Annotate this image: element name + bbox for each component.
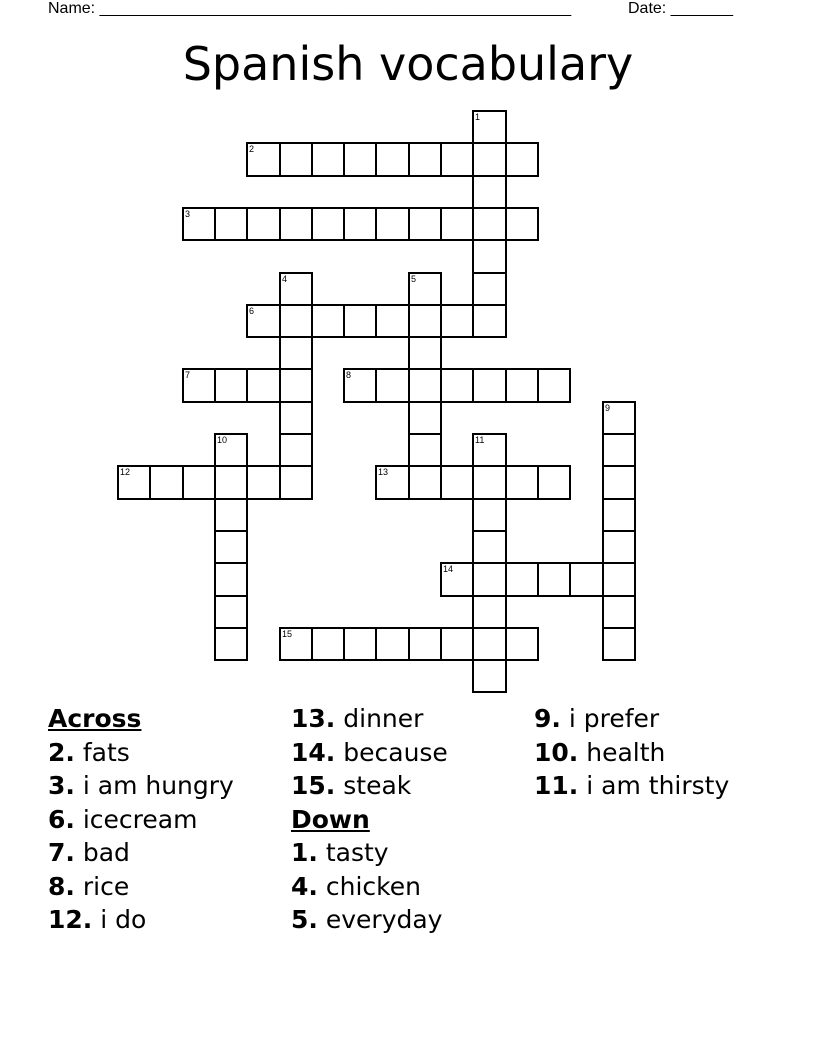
clue-text: i prefer xyxy=(568,704,660,733)
cell-number: 1 xyxy=(475,112,481,122)
grid-cell[interactable] xyxy=(246,207,281,241)
grid-cell[interactable] xyxy=(472,595,507,629)
clue-number: 5. xyxy=(291,905,318,934)
grid-cell[interactable] xyxy=(279,336,313,370)
clue-across xyxy=(291,702,448,736)
clue-number: 15. xyxy=(291,771,336,800)
cell-number: 10 xyxy=(217,435,228,445)
grid-cell[interactable] xyxy=(472,272,507,306)
clue-text: dinner xyxy=(343,704,424,733)
grid-cell[interactable] xyxy=(602,433,636,467)
grid-cell[interactable] xyxy=(246,304,281,338)
grid-cell[interactable] xyxy=(279,142,313,177)
clue-text: i am thirsty xyxy=(586,771,730,800)
clue-text: bad xyxy=(82,838,130,867)
grid-cell[interactable] xyxy=(279,465,313,500)
grid-cell[interactable] xyxy=(279,433,313,467)
grid-cell[interactable] xyxy=(602,530,636,564)
grid-cell[interactable] xyxy=(505,562,539,597)
grid-cell[interactable] xyxy=(182,465,216,500)
grid-cell[interactable] xyxy=(214,562,248,597)
grid-cell[interactable] xyxy=(214,433,248,467)
grid-cell[interactable] xyxy=(343,207,377,241)
clue-column-2 xyxy=(291,702,448,937)
grid-cell[interactable] xyxy=(149,465,184,500)
grid-cell[interactable] xyxy=(343,368,377,403)
grid-cell[interactable] xyxy=(440,207,474,241)
cell-number: 2 xyxy=(249,144,255,154)
grid-cell[interactable] xyxy=(472,562,507,597)
clue-text: tasty xyxy=(325,838,389,867)
grid-cell[interactable] xyxy=(472,110,507,144)
grid-cell[interactable] xyxy=(343,142,377,177)
grid-cell[interactable] xyxy=(505,465,539,500)
grid-cell[interactable] xyxy=(214,498,248,532)
clue-column-1 xyxy=(48,702,234,937)
grid-cell[interactable] xyxy=(408,336,442,370)
grid-cell[interactable] xyxy=(279,401,313,435)
grid-cell[interactable] xyxy=(311,304,345,338)
name-field-label: Name: _____________________________________________________ xyxy=(48,0,572,17)
clue-number: 11. xyxy=(534,771,579,800)
grid-cell[interactable] xyxy=(472,433,507,467)
grid-cell[interactable] xyxy=(440,368,474,403)
grid-cell[interactable] xyxy=(182,207,216,241)
clue-number: 3. xyxy=(48,771,75,800)
clue-across xyxy=(48,803,234,837)
clue-number: 12. xyxy=(48,905,93,934)
clue-text: health xyxy=(586,737,666,767)
cell-number: 3 xyxy=(185,209,191,219)
cell-number: 4 xyxy=(282,274,288,284)
grid-cell[interactable] xyxy=(408,207,442,241)
grid-cell[interactable] xyxy=(375,304,410,338)
clue-number: 2. xyxy=(48,737,75,767)
grid-cell[interactable] xyxy=(246,368,281,403)
cell-number: 14 xyxy=(443,564,454,574)
clue-down xyxy=(291,836,448,870)
grid-cell[interactable] xyxy=(279,207,313,241)
clue-number: 6. xyxy=(48,804,75,834)
grid-cell[interactable] xyxy=(375,368,410,403)
clue-column-3 xyxy=(534,702,729,803)
clue-text: chicken xyxy=(325,871,421,901)
clue-text: rice xyxy=(82,871,130,901)
grid-cell[interactable] xyxy=(214,595,248,629)
grid-cell[interactable] xyxy=(311,207,345,241)
grid-cell[interactable] xyxy=(440,562,474,597)
cell-number: 5 xyxy=(411,274,417,284)
cell-number: 8 xyxy=(346,370,352,380)
grid-cell[interactable] xyxy=(472,207,507,241)
clue-number: 7. xyxy=(48,838,75,867)
grid-cell[interactable] xyxy=(472,368,507,403)
clue-text: fats xyxy=(82,737,130,767)
grid-cell[interactable] xyxy=(472,142,507,177)
clue-down xyxy=(534,702,729,736)
grid-cell[interactable] xyxy=(440,304,474,338)
grid-cell[interactable] xyxy=(375,465,410,500)
grid-cell[interactable] xyxy=(375,627,410,661)
grid-cell[interactable] xyxy=(537,368,571,403)
grid-cell[interactable] xyxy=(214,627,248,661)
grid-cell[interactable] xyxy=(182,368,216,403)
cell-number: 11 xyxy=(475,435,485,445)
clue-number: 4. xyxy=(291,871,318,901)
grid-cell[interactable] xyxy=(472,239,507,274)
grid-cell[interactable] xyxy=(408,465,442,500)
cell-number: 13 xyxy=(378,467,389,477)
grid-cell[interactable] xyxy=(375,207,410,241)
clue-down xyxy=(291,870,448,904)
page-title: Spanish vocabulary xyxy=(182,37,634,91)
grid-cell[interactable] xyxy=(472,498,507,532)
grid-cell[interactable] xyxy=(279,304,313,338)
grid-cell[interactable] xyxy=(279,368,313,403)
clue-across xyxy=(48,903,234,937)
clue-down xyxy=(534,736,729,770)
grid-cell[interactable] xyxy=(246,142,281,177)
grid-cell[interactable] xyxy=(440,465,474,500)
clue-across xyxy=(48,870,234,904)
grid-cell[interactable] xyxy=(472,304,507,338)
clue-text: i am hungry xyxy=(82,771,234,800)
cell-number: 9 xyxy=(605,403,611,413)
clue-across xyxy=(291,736,448,770)
grid-cell[interactable] xyxy=(505,368,539,403)
clue-text: i do xyxy=(100,905,147,934)
clue-text: because xyxy=(343,737,448,767)
cell-number: 15 xyxy=(282,629,293,639)
grid-cell[interactable] xyxy=(602,465,636,500)
grid-cell[interactable] xyxy=(602,498,636,532)
grid-cell[interactable] xyxy=(408,401,442,435)
clue-down xyxy=(291,903,448,937)
grid-cell[interactable] xyxy=(505,142,539,177)
cell-number: 7 xyxy=(185,370,191,380)
grid-cell[interactable] xyxy=(214,368,248,403)
grid-cell[interactable] xyxy=(472,175,507,209)
grid-cell[interactable] xyxy=(343,304,377,338)
grid-cell[interactable] xyxy=(117,465,151,500)
grid-cell[interactable] xyxy=(408,433,442,467)
clue-text: steak xyxy=(343,771,412,800)
cell-number: 6 xyxy=(249,306,255,316)
grid-cell[interactable] xyxy=(569,562,604,597)
grid-cell[interactable] xyxy=(311,142,345,177)
grid-cell[interactable] xyxy=(214,465,248,500)
clue-number: 14. xyxy=(291,737,336,767)
grid-cell[interactable] xyxy=(279,272,313,306)
date-field-label: Date: _______ xyxy=(628,0,733,17)
clue-across xyxy=(48,769,234,803)
grid-cell[interactable] xyxy=(343,627,377,661)
grid-cell[interactable] xyxy=(537,465,571,500)
clue-text: icecream xyxy=(82,804,198,834)
clue-across xyxy=(291,769,448,803)
grid-cell[interactable] xyxy=(408,304,442,338)
grid-cell[interactable] xyxy=(472,659,507,693)
grid-cell[interactable] xyxy=(505,207,539,241)
grid-cell[interactable] xyxy=(440,142,474,177)
down-heading: Down xyxy=(291,804,370,834)
clue-number: 1. xyxy=(291,838,318,867)
clue-number: 8. xyxy=(48,871,75,901)
grid-cell[interactable] xyxy=(472,627,507,661)
clue-text: everyday xyxy=(325,905,443,934)
clue-number: 9. xyxy=(534,704,561,733)
grid-cell[interactable] xyxy=(505,627,539,661)
cell-number: 12 xyxy=(120,467,131,477)
grid-cell[interactable] xyxy=(214,207,248,241)
grid-cell[interactable] xyxy=(602,595,636,629)
clue-across xyxy=(48,836,234,870)
grid-cell[interactable] xyxy=(408,272,442,306)
grid-cell[interactable] xyxy=(602,401,636,435)
grid-cell[interactable] xyxy=(472,465,507,500)
grid-cell[interactable] xyxy=(279,627,313,661)
grid-cell[interactable] xyxy=(602,627,636,661)
grid-cell[interactable] xyxy=(214,530,248,564)
grid-cell[interactable] xyxy=(602,562,636,597)
across-heading: Across xyxy=(48,704,142,733)
clue-across xyxy=(48,736,234,770)
clue-number: 13. xyxy=(291,704,336,733)
clue-number: 10. xyxy=(534,737,579,767)
clue-down xyxy=(534,769,729,803)
grid-cell[interactable] xyxy=(311,627,345,661)
grid-cell[interactable] xyxy=(408,368,442,403)
grid-cell[interactable] xyxy=(440,627,474,661)
grid-cell[interactable] xyxy=(375,142,410,177)
grid-cell[interactable] xyxy=(537,562,571,597)
grid-cell[interactable] xyxy=(408,627,442,661)
grid-cell[interactable] xyxy=(246,465,281,500)
grid-cell[interactable] xyxy=(472,530,507,564)
grid-cell[interactable] xyxy=(408,142,442,177)
